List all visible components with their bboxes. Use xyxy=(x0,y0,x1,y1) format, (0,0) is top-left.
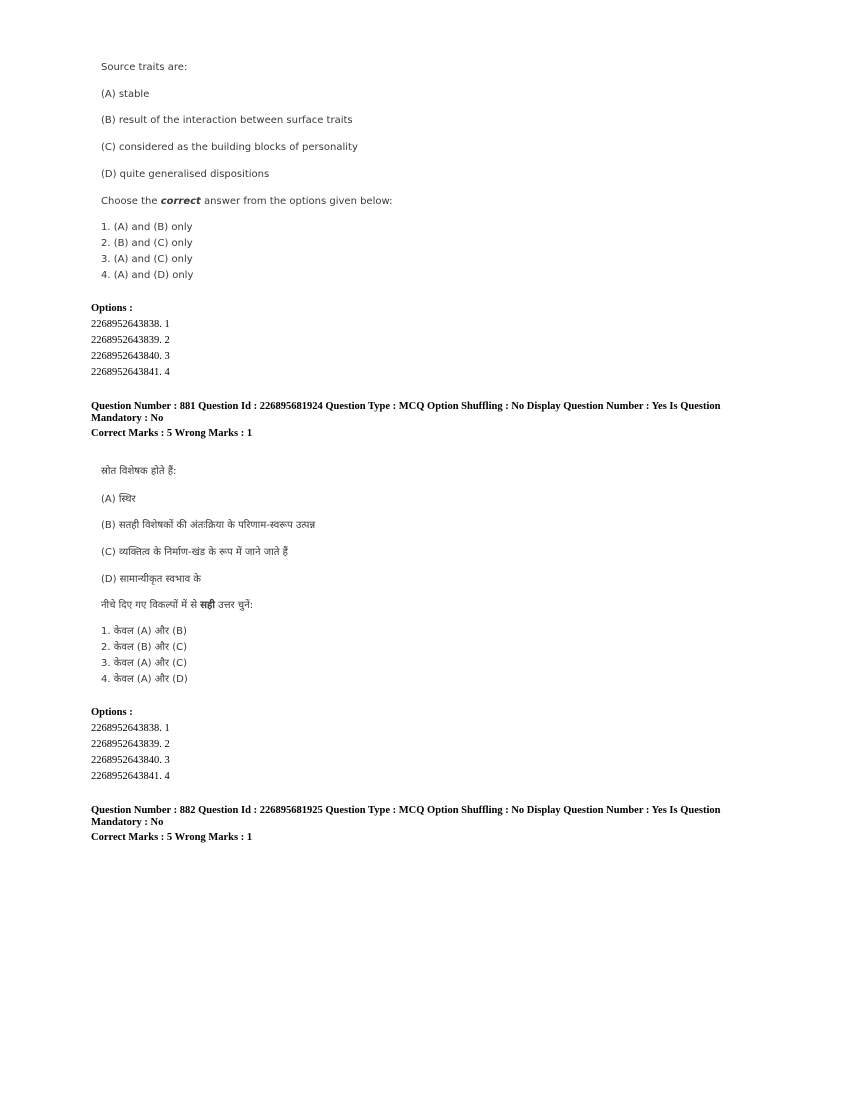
statement-d: (D) सामान्यीकृत स्वभाव के xyxy=(101,574,201,585)
choice-3: 3. (A) and (C) only xyxy=(101,254,193,265)
statement-c: (C) व्यक्तित्व के निर्माण-खंड के रूप में जाने जाते हैं xyxy=(101,547,288,558)
statement-c: (C) considered as the building blocks of personality xyxy=(101,142,358,153)
instruction xyxy=(101,196,392,207)
choice-1: 1. केवल (A) और (B) xyxy=(101,626,187,637)
option-id-4: 2268952643841. 4 xyxy=(91,771,170,782)
options-label: Options : xyxy=(91,707,133,718)
statement-a: (A) stable xyxy=(101,89,150,100)
question-stem: स्रोत विशेषक होते हैं: xyxy=(101,466,177,477)
question-meta-line2: Mandatory : No xyxy=(91,817,164,828)
option-id-3: 2268952643840. 3 xyxy=(91,351,170,362)
statement-b: (B) सतही विशेषकों की अंतःक्रिया के परिणाम-स्वरूप उत्पन्न xyxy=(101,520,316,531)
options-label: Options : xyxy=(91,303,133,314)
choice-2: 2. केवल (B) और (C) xyxy=(101,642,188,653)
option-id-3: 2268952643840. 3 xyxy=(91,755,170,766)
instruction-prefix: Choose the xyxy=(101,196,161,207)
choice-4: 4. (A) and (D) only xyxy=(101,270,194,281)
instruction-suffix: उत्तर चुनें: xyxy=(214,600,254,611)
option-id-2: 2268952643839. 2 xyxy=(91,335,170,346)
question-meta-line1: Question Number : 881 Question Id : 226895681924 Question Type : MCQ Option Shuffling : No Display Question Number : Yes Is Question xyxy=(91,401,721,412)
option-id-1: 2268952643838. 1 xyxy=(91,319,170,330)
question-marks: Correct Marks : 5 Wrong Marks : 1 xyxy=(91,832,253,843)
statement-b: (B) result of the interaction between surface traits xyxy=(101,115,353,126)
question-meta-line1: Question Number : 882 Question Id : 226895681925 Question Type : MCQ Option Shuffling : No Display Question Number : Yes Is Question xyxy=(91,805,721,816)
option-id-1: 2268952643838. 1 xyxy=(91,723,170,734)
statement-a: (A) स्थिर xyxy=(101,494,136,505)
instruction-keyword: correct xyxy=(160,196,201,207)
option-id-2: 2268952643839. 2 xyxy=(91,739,170,750)
instruction-keyword: सही xyxy=(200,600,215,611)
instruction-suffix: answer from the options given below: xyxy=(200,196,393,207)
choice-2: 2. (B) and (C) only xyxy=(101,238,193,249)
question-marks: Correct Marks : 5 Wrong Marks : 1 xyxy=(91,428,253,439)
instruction-prefix: नीचे दिए गए विकल्पों में से xyxy=(101,600,201,611)
option-id-4: 2268952643841. 4 xyxy=(91,367,170,378)
choice-3: 3. केवल (A) और (C) xyxy=(101,658,188,669)
statement-d: (D) quite generalised dispositions xyxy=(101,169,270,180)
question-meta-line2: Mandatory : No xyxy=(91,413,164,424)
instruction xyxy=(101,597,253,611)
question-stem: Source traits are: xyxy=(101,62,188,73)
choice-1: 1. (A) and (B) only xyxy=(101,222,193,233)
choice-4: 4. केवल (A) और (D) xyxy=(101,674,188,685)
